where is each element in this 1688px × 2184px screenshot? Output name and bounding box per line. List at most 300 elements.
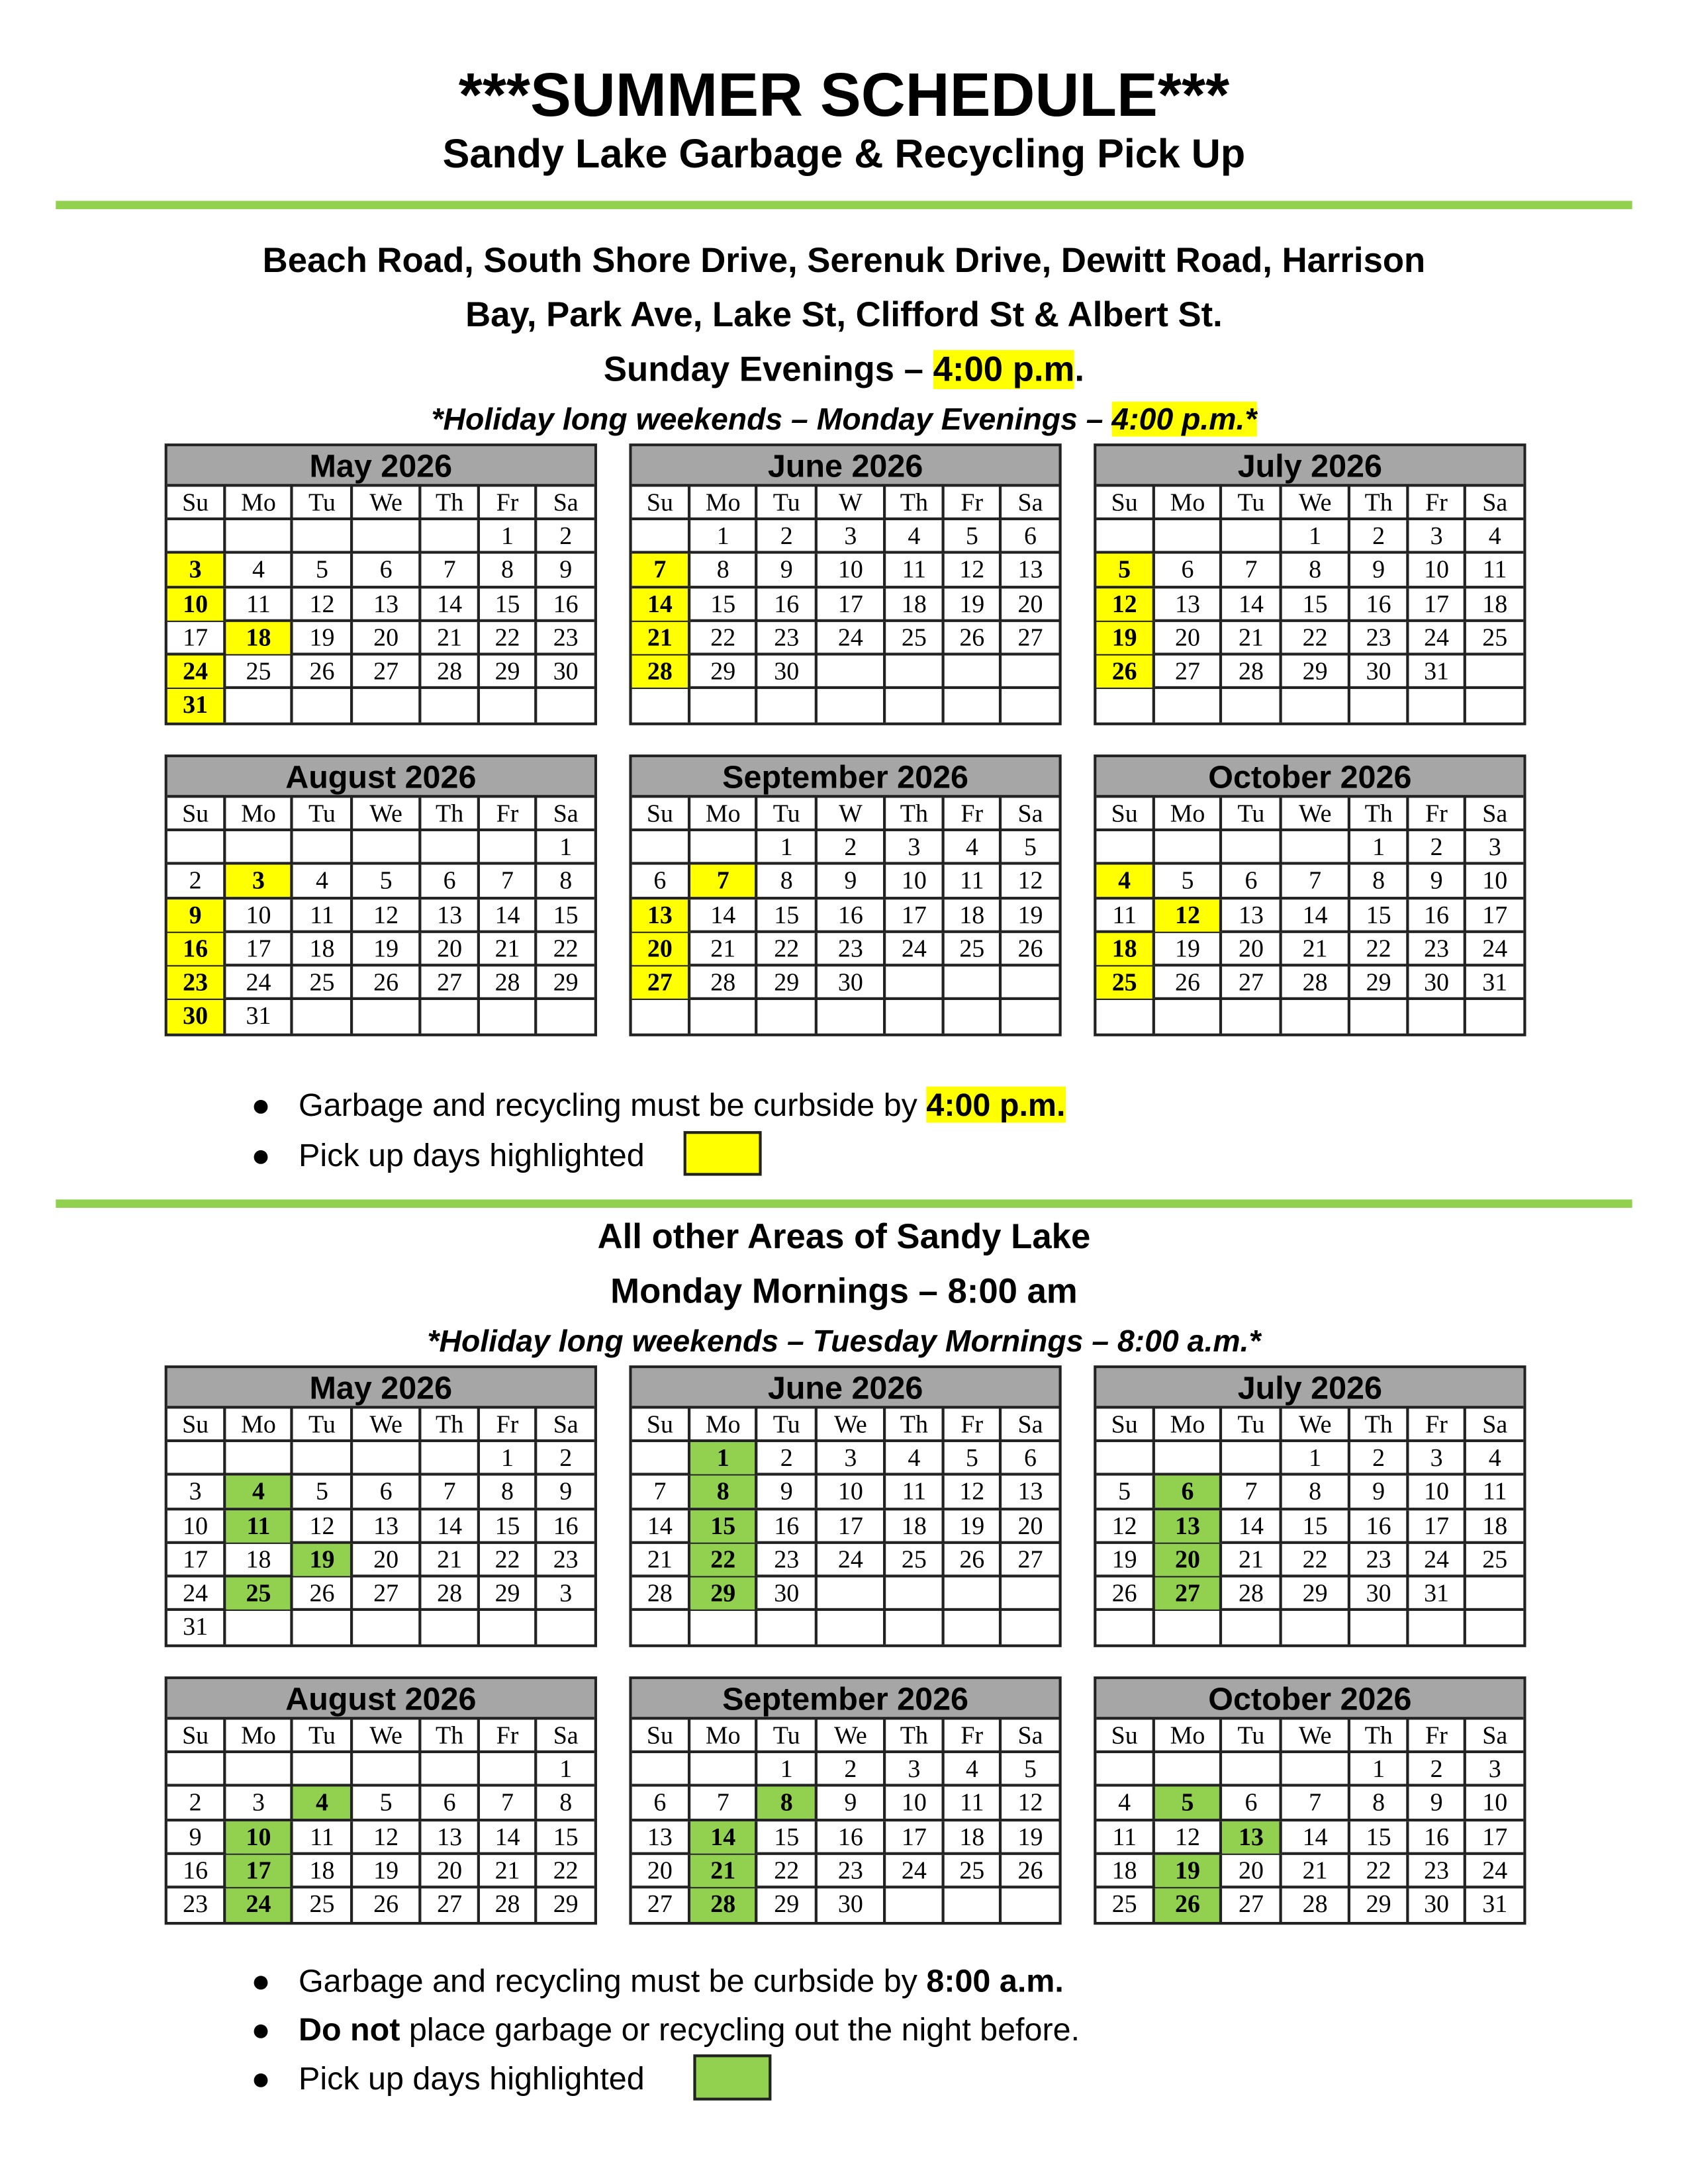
day-cell: 12: [353, 899, 422, 931]
day-cell: 8: [481, 1476, 538, 1508]
day-cell: 20: [1155, 621, 1223, 653]
day-cell: 9: [758, 1476, 818, 1508]
day-cell: [945, 1888, 1002, 1922]
day-cell: [632, 831, 691, 863]
day-cell: 15: [553, 1822, 579, 1850]
day-cell: 18: [226, 1543, 294, 1575]
day-cell: 19: [1017, 1822, 1043, 1850]
day-cell: 4: [226, 554, 294, 586]
week-row: [167, 588, 594, 621]
day-cell: 20: [1223, 1854, 1282, 1886]
day-cell: 31: [167, 1611, 226, 1645]
day-cell: 19: [353, 933, 422, 964]
schedule-suffix: .: [1074, 349, 1085, 389]
day-cell: [1282, 689, 1350, 723]
day-cell: 29: [481, 655, 538, 687]
weekday-label: Su: [167, 486, 226, 518]
day-cell: [294, 1611, 353, 1645]
pickup-day-cell: 6: [1155, 1476, 1223, 1508]
day-cell: 10: [1482, 1788, 1508, 1817]
day-cell: 7: [1223, 554, 1282, 586]
day-cell: 11: [1096, 1821, 1155, 1852]
week-row: [167, 1543, 594, 1577]
pickup-day-cell: 5: [1155, 1787, 1223, 1819]
pickup-day-cell: 10: [167, 588, 226, 619]
day-cell: 17: [167, 621, 226, 653]
week-row: [167, 554, 594, 588]
day-cell: 16: [1350, 1510, 1409, 1541]
day-cell: 15: [1282, 588, 1350, 619]
calendar-september-2026: [629, 1676, 1061, 1925]
day-cell: 20: [632, 1854, 691, 1886]
day-cell: 6: [422, 865, 481, 897]
day-cell: [1350, 1611, 1409, 1645]
day-cell: 23: [818, 1854, 886, 1886]
day-cell: 17: [818, 588, 886, 619]
weekday-label: Su: [167, 1408, 226, 1440]
day-cell: 1: [1350, 1753, 1409, 1785]
day-cell: 14: [1223, 588, 1282, 619]
day-cell: 29: [1282, 655, 1350, 687]
day-cell: [632, 1753, 691, 1785]
day-cell: 17: [886, 1821, 945, 1852]
day-cell: 27: [1017, 1545, 1043, 1573]
day-cell: 11: [294, 1821, 353, 1852]
day-cell: 26: [1017, 1856, 1043, 1884]
day-cell: 16: [553, 1511, 579, 1539]
calendar-september-2026: [629, 754, 1061, 1036]
day-cell: 14: [481, 1821, 538, 1852]
day-cell: 24: [1482, 934, 1508, 962]
day-cell: 19: [945, 588, 1002, 619]
day-cell: 3: [818, 520, 886, 552]
week-row: [1096, 655, 1523, 689]
week-row: [1096, 1753, 1523, 1787]
pickup-day-cell: 18: [226, 621, 294, 653]
day-cell: [1223, 1442, 1282, 1474]
week-row: [632, 1821, 1059, 1854]
weekday-label: Sa: [1482, 1721, 1508, 1749]
pickup-day-cell: 17: [226, 1854, 294, 1886]
day-cell: [818, 1611, 886, 1645]
week-row: [1096, 588, 1523, 621]
day-cell: 3: [886, 831, 945, 863]
day-cell: [886, 1888, 945, 1922]
day-cell: 1: [690, 520, 758, 552]
day-cell: [1155, 1000, 1223, 1034]
day-cell: [886, 966, 945, 998]
pickup-day-cell: 15: [690, 1510, 758, 1541]
day-cell: 12: [1017, 1788, 1043, 1817]
week-row: [167, 1442, 594, 1476]
day-cell: 23: [1409, 933, 1466, 964]
weekday-header-row: [167, 486, 594, 520]
day-cell: 22: [1282, 1543, 1350, 1575]
day-cell: 27: [422, 966, 481, 998]
weekday-label: Fr: [945, 1719, 1002, 1751]
week-row: [167, 1577, 594, 1611]
day-cell: [167, 1442, 226, 1474]
day-cell: 20: [422, 1854, 481, 1886]
bullet-icon: ●: [251, 2011, 271, 2048]
day-cell: 8: [1350, 1787, 1409, 1819]
day-cell: [818, 689, 886, 723]
day-cell: 28: [1223, 655, 1282, 687]
weekday-label: We: [1282, 1719, 1350, 1751]
day-cell: 2: [1409, 1753, 1466, 1785]
weekday-label: Su: [632, 797, 691, 829]
day-cell: 22: [1350, 933, 1409, 964]
weekday-label: Mo: [226, 1719, 294, 1751]
day-cell: 28: [1282, 966, 1350, 998]
weekday-header-row: [1096, 1719, 1523, 1753]
bullet-icon: ●: [251, 2060, 271, 2097]
day-cell: 7: [1223, 1476, 1282, 1508]
schedule-text: Sunday Evenings –: [603, 349, 933, 389]
day-cell: 9: [1350, 554, 1409, 586]
day-cell: [758, 689, 818, 723]
weekday-label: Th: [1350, 486, 1409, 518]
day-cell: 3: [1409, 1442, 1466, 1474]
day-cell: 23: [553, 1545, 579, 1573]
day-cell: 12: [1017, 866, 1043, 895]
pickup-day-cell: 12: [1096, 588, 1155, 619]
week-row: [1096, 1543, 1523, 1577]
weekday-label: Sa: [1017, 488, 1043, 516]
day-cell: 18: [886, 588, 945, 619]
pickup-day-cell: 18: [1096, 933, 1155, 964]
day-cell: 18: [1482, 1511, 1508, 1539]
day-cell: 14: [481, 899, 538, 931]
week-row: [632, 1476, 1059, 1510]
weekday-label: Mo: [1155, 797, 1223, 829]
weekday-label: Fr: [1409, 1408, 1466, 1440]
day-cell: 22: [553, 934, 579, 962]
day-cell: 25: [294, 966, 353, 998]
bullet-icon: ●: [251, 1086, 271, 1123]
pickup-day-cell: 31: [167, 689, 226, 723]
day-cell: 22: [553, 1856, 579, 1884]
day-cell: 29: [1350, 1888, 1409, 1922]
day-cell: [1282, 831, 1350, 863]
day-cell: 10: [886, 865, 945, 897]
day-cell: 20: [422, 933, 481, 964]
day-cell: 9: [818, 865, 886, 897]
pickup-day-cell: 27: [632, 966, 691, 998]
week-row: [167, 966, 594, 1000]
bullet-time: 4:00 p.m.: [926, 1086, 1066, 1123]
pickup-day-cell: 21: [632, 621, 691, 653]
bullet-text: Garbage and recycling must be curbside by: [298, 1962, 927, 1999]
day-cell: 2: [167, 1787, 226, 1819]
day-cell: 22: [758, 933, 818, 964]
day-cell: 29: [758, 966, 818, 998]
pickup-day-cell: 24: [226, 1888, 294, 1922]
calendar-july-2026: [1094, 1365, 1526, 1647]
day-cell: [886, 689, 945, 723]
day-cell: 30: [1409, 966, 1466, 998]
day-cell: 13: [422, 899, 481, 931]
day-cell: [294, 1442, 353, 1474]
pickup-day-cell: 19: [1096, 621, 1155, 653]
pickup-day-cell: 8: [758, 1787, 818, 1819]
weekday-label: Th: [1350, 797, 1409, 829]
week-row: [1096, 1577, 1523, 1611]
day-cell: 7: [1282, 1787, 1350, 1819]
day-cell: [226, 520, 294, 552]
day-cell: 22: [481, 621, 538, 653]
day-cell: 26: [294, 655, 353, 687]
day-cell: 15: [481, 1510, 538, 1541]
day-cell: [945, 655, 1002, 687]
calendar-month-title: July 2026: [1096, 446, 1523, 486]
day-cell: 10: [1482, 866, 1508, 895]
week-row: [632, 1787, 1059, 1821]
week-row: [167, 1787, 594, 1821]
day-cell: 30: [818, 966, 886, 998]
weekday-label: We: [1282, 486, 1350, 518]
pickup-day-cell: 4: [1096, 865, 1155, 897]
day-cell: 3: [1488, 1754, 1501, 1783]
day-cell: 6: [632, 865, 691, 897]
day-cell: 30: [553, 657, 579, 685]
day-cell: 23: [553, 623, 579, 651]
day-cell: 14: [422, 588, 481, 619]
weekday-label: Sa: [1017, 799, 1043, 827]
day-cell: 5: [294, 554, 353, 586]
day-cell: 19: [1155, 933, 1223, 964]
calendar-month-title: June 2026: [632, 446, 1059, 486]
week-row: [1096, 933, 1523, 966]
day-cell: [1155, 1442, 1223, 1474]
day-cell: 27: [1017, 623, 1043, 651]
day-cell: [481, 1753, 538, 1785]
pickup-day-cell: 9: [167, 899, 226, 931]
weekday-label: Sa: [1017, 1410, 1043, 1438]
day-cell: 24: [818, 621, 886, 653]
weekday-label: Sa: [553, 488, 579, 516]
day-cell: 25: [1482, 1545, 1508, 1573]
day-cell: [886, 1577, 945, 1609]
week-row: [167, 1476, 594, 1510]
day-cell: 26: [945, 621, 1002, 653]
day-cell: 21: [481, 1854, 538, 1886]
day-cell: 6: [1223, 1787, 1282, 1819]
pickup-day-cell: 4: [226, 1476, 294, 1508]
day-cell: 23: [1350, 621, 1409, 653]
pickup-day-cell: 25: [1096, 966, 1155, 998]
weekday-header-row: [632, 486, 1059, 520]
weekday-label: Tu: [294, 1719, 353, 1751]
day-cell: [1002, 1888, 1058, 1922]
day-cell: 30: [1409, 1888, 1466, 1922]
weekday-label: Th: [422, 797, 481, 829]
day-cell: 4: [1488, 522, 1501, 550]
day-cell: [1466, 1611, 1523, 1645]
day-cell: [167, 1753, 226, 1785]
weekday-label: Fr: [945, 797, 1002, 829]
day-cell: [1002, 655, 1058, 687]
day-cell: 16: [758, 1510, 818, 1541]
calendar-june-2026: [629, 1365, 1061, 1647]
pickup-day-cell: 20: [1155, 1543, 1223, 1575]
weekday-label: Mo: [690, 486, 758, 518]
day-cell: 8: [481, 554, 538, 586]
day-cell: 14: [1223, 1510, 1282, 1541]
day-cell: 20: [353, 621, 422, 653]
holiday-time: 4:00 p.m.*: [1111, 401, 1257, 437]
weekday-label: Th: [886, 797, 945, 829]
day-cell: 5: [945, 1442, 1002, 1474]
weekday-label: Fr: [481, 486, 538, 518]
day-cell: 7: [481, 1787, 538, 1819]
day-cell: [945, 1000, 1002, 1034]
weekday-label: Su: [632, 1408, 691, 1440]
day-cell: 24: [1409, 1543, 1466, 1575]
day-cell: 26: [294, 1577, 353, 1609]
green-swatch: [693, 2054, 771, 2101]
week-row: [632, 1888, 1059, 1922]
day-cell: [1096, 1000, 1155, 1034]
calendar-month-title: September 2026: [632, 1679, 1059, 1719]
pickup-day-cell: 14: [632, 588, 691, 619]
week-row: [167, 1854, 594, 1888]
day-cell: [818, 655, 886, 687]
day-cell: 26: [353, 966, 422, 998]
day-cell: 8: [1350, 865, 1409, 897]
day-cell: [632, 1442, 691, 1474]
day-cell: 13: [1017, 1477, 1043, 1506]
day-cell: [226, 1753, 294, 1785]
day-cell: 23: [758, 1543, 818, 1575]
day-cell: 23: [167, 1888, 226, 1922]
day-cell: [226, 1611, 294, 1645]
day-cell: [422, 831, 481, 863]
week-row: [1096, 831, 1523, 865]
day-cell: [690, 689, 758, 723]
pickup-day-cell: 1: [690, 1442, 758, 1474]
weekday-label: Th: [886, 486, 945, 518]
divider-middle: [56, 1199, 1632, 1208]
day-cell: 21: [481, 933, 538, 964]
weekday-label: Fr: [481, 1719, 538, 1751]
bullet-highlight-2: [251, 2060, 644, 2098]
day-cell: [886, 655, 945, 687]
weekday-label: Fr: [945, 1408, 1002, 1440]
day-cell: 13: [422, 1821, 481, 1852]
weekday-label: Su: [1096, 797, 1155, 829]
day-cell: [1350, 689, 1409, 723]
weekday-label: Fr: [945, 486, 1002, 518]
day-cell: 28: [690, 966, 758, 998]
day-cell: 26: [1017, 934, 1043, 962]
day-cell: 30: [1350, 655, 1409, 687]
section1-schedule: [0, 350, 1688, 390]
week-row: [632, 1854, 1059, 1888]
day-cell: 31: [1482, 1889, 1508, 1918]
weekday-label: Mo: [226, 797, 294, 829]
weekday-label: Tu: [294, 1408, 353, 1440]
pickup-day-cell: 12: [1155, 899, 1223, 931]
day-cell: 21: [1282, 1854, 1350, 1886]
weekday-label: Th: [422, 1408, 481, 1440]
calendar-month-title: May 2026: [167, 446, 594, 486]
day-cell: 6: [353, 554, 422, 586]
day-cell: [1002, 1000, 1058, 1034]
day-cell: 31: [1482, 968, 1508, 996]
day-cell: 15: [481, 588, 538, 619]
day-cell: 7: [632, 1476, 691, 1508]
week-row: [1096, 1442, 1523, 1476]
day-cell: 6: [1023, 1443, 1037, 1472]
pickup-day-cell: 19: [294, 1543, 353, 1575]
section2-holiday: *Holiday long weekends – Tuesday Mornings – 8:00 a.m.*: [427, 1323, 1261, 1359]
day-cell: [1282, 1000, 1350, 1034]
day-cell: 15: [1282, 1510, 1350, 1541]
bullet-bold: Do not: [298, 2011, 400, 2048]
day-cell: 23: [1350, 1543, 1409, 1575]
week-row: [632, 554, 1059, 588]
day-cell: [1350, 1000, 1409, 1034]
day-cell: [481, 1000, 538, 1034]
day-cell: [226, 1442, 294, 1474]
day-cell: 25: [1482, 623, 1508, 651]
yellow-swatch: [684, 1131, 762, 1175]
day-cell: 11: [226, 588, 294, 619]
day-cell: 18: [294, 1854, 353, 1886]
day-cell: 21: [1223, 1543, 1282, 1575]
weekday-label: Mo: [1155, 486, 1223, 518]
day-cell: 12: [1155, 1821, 1223, 1852]
day-cell: 28: [422, 655, 481, 687]
day-cell: [818, 1577, 886, 1609]
weekday-label: Tu: [758, 1408, 818, 1440]
day-cell: 29: [758, 1888, 818, 1922]
day-cell: 12: [1096, 1510, 1155, 1541]
day-cell: 5: [294, 1476, 353, 1508]
week-row: [632, 899, 1059, 933]
weekday-label: Mo: [226, 1408, 294, 1440]
bullet-text: Pick up days highlighted: [298, 2060, 645, 2097]
day-cell: 23: [1409, 1854, 1466, 1886]
weekday-label: Su: [1096, 1408, 1155, 1440]
weekday-label: Mo: [1155, 1408, 1223, 1440]
day-cell: 1: [758, 831, 818, 863]
week-row: [1096, 1787, 1523, 1821]
pickup-day-cell: 21: [690, 1854, 758, 1886]
day-cell: [758, 1611, 818, 1645]
day-cell: 2: [559, 1443, 573, 1472]
day-cell: 26: [945, 1543, 1002, 1575]
day-cell: 3: [167, 1476, 226, 1508]
calendar-month-title: May 2026: [167, 1368, 594, 1408]
day-cell: 1: [758, 1753, 818, 1785]
weekday-header-row: [167, 1408, 594, 1442]
bullet-curbside-2: [251, 1962, 1064, 2000]
day-cell: 19: [294, 621, 353, 653]
weekday-label: Sa: [1482, 488, 1508, 516]
day-cell: 3: [226, 1787, 294, 1819]
day-cell: 11: [886, 554, 945, 586]
weekday-label: Su: [632, 486, 691, 518]
day-cell: 24: [226, 966, 294, 998]
pickup-day-cell: 19: [1155, 1854, 1223, 1886]
schedule-time: 4:00 p.m: [933, 349, 1075, 389]
day-cell: 12: [294, 1510, 353, 1541]
day-cell: 5: [1096, 1476, 1155, 1508]
weekday-label: Fr: [481, 1408, 538, 1440]
day-cell: 15: [758, 899, 818, 931]
